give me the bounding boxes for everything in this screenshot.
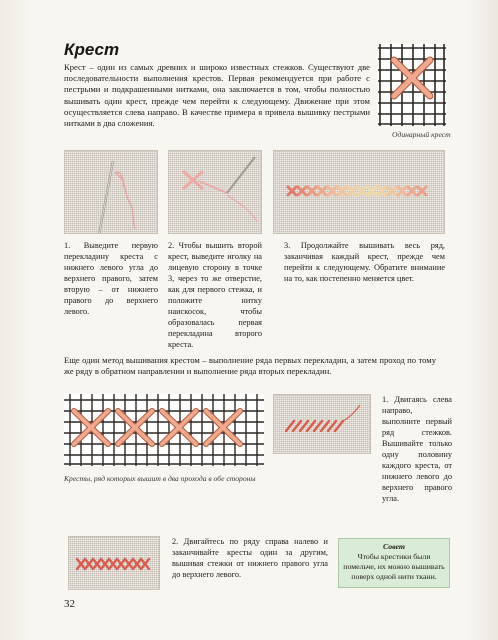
- single-cross-illustration: [378, 44, 446, 126]
- step1-photo: [64, 150, 158, 234]
- half-cross-photo: [273, 394, 371, 454]
- single-cross-diagram: [378, 44, 446, 126]
- completed-row-step-text: 2. Двигайтесь по ряду справа налево и заканчивайте кресты один за другим, вышивая стежки от нижнего правого угла до верхнего левого.: [172, 537, 328, 579]
- row-of-crosses-diagram: [64, 394, 264, 466]
- completed-row-photo: [68, 536, 160, 590]
- tip-title: Совет: [383, 542, 405, 551]
- row-of-crosses-illustration: [64, 394, 264, 466]
- tip-text: Чтобы крестики были помельче, их можно вышивать поверх одной нити ткани.: [343, 552, 445, 581]
- intro-paragraph: Крест – один из самых древних и широко известных стежков. Существуют две последовательности выполнения крестов. Первая рекомендуется при работе с пестрыми и подкрашенными нитками, она заключается в том, чтобы полностью вышивать один крест, прежде чем перейти к следующему. Движение при этом осуществляется слева направо. В качестве примера я привела вышивку пестрыми нитками в два сложения.: [64, 62, 370, 129]
- step3-text: 3. Продолжайте вышивать весь ряд, заканчивая каждый крест, прежде чем перейти к следующему. Обратите внимание на то, как постепенно меняется цвет.: [284, 241, 445, 283]
- page-title: Крест: [64, 40, 120, 59]
- single-cross-caption: Одинарный крест: [392, 130, 451, 139]
- step1-text: 1. Выведите первую перекладину креста с нижнего левого угла до верхнего правого, затем вторую – от нижнего правого до верхнего левого.: [64, 241, 158, 316]
- step2-photo: [168, 150, 262, 234]
- method2-paragraph: Еще один метод вышивания крестом – выполнение ряда первых перекладин, а затем проход по тому же ряду в обратном направлении и выполнение ряда вторых перекладин.: [64, 355, 436, 377]
- row-caption: Кресты, ряд которых вышит в два прохода в обе стороны: [64, 474, 256, 483]
- step3-photo: [273, 150, 445, 234]
- half-cross-step-text: 1. Двигаясь слева направо, выполните первый ряд стежков. Вышивайте только одну половину каждого креста, от нижнего левого до верхнего правого угла.: [382, 395, 452, 503]
- page-number: 32: [64, 598, 75, 610]
- tip-box: [338, 538, 450, 588]
- step2-text: 2. Чтобы вышить второй крест, выведите иголку на лицевую сторону в точке 3, через то же отверстие, как для первого стежка, и положите нитку наискосок, чтобы образовалась первая перекладина второго креста.: [168, 241, 262, 349]
